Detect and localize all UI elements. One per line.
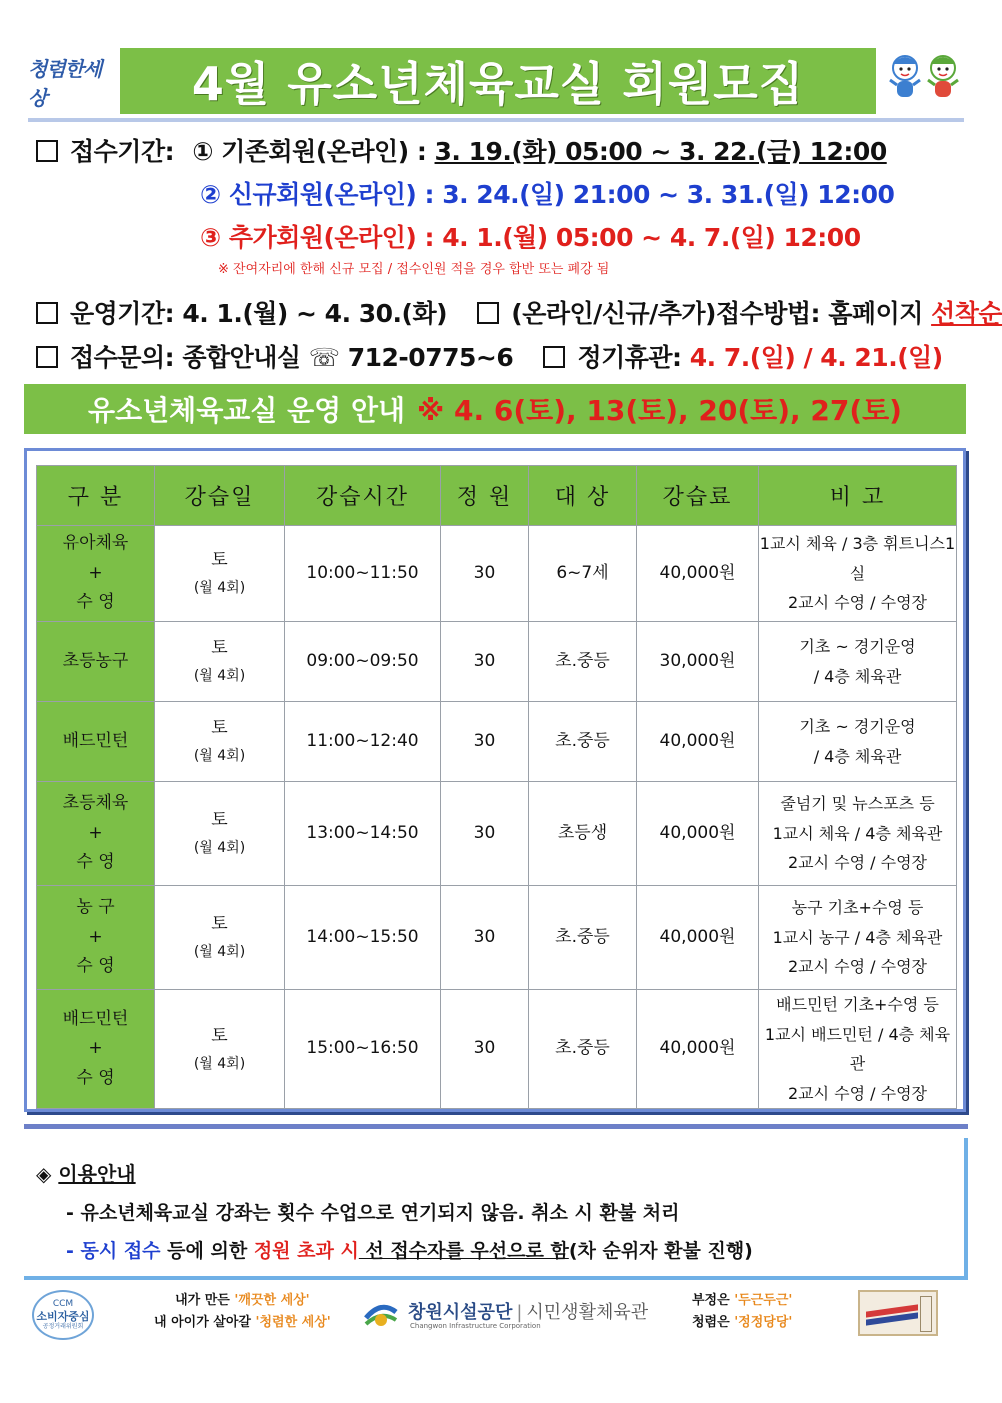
remark-cell: 기초 ~ 경기운영 / 4층 체육관 <box>759 702 957 782</box>
reception-line-2: ② 신규회원(온라인) : 3. 24.(일) 21:00 ~ 3. 31.(일) 12:00 <box>200 180 895 209</box>
reception-line-1: 접수기간: ① 기존회원(온라인) : 3. 19.(화) 05:00 ~ 3. 22.(금) 12:00 <box>36 132 887 168</box>
target-cell: 6~7세 <box>529 526 637 622</box>
checkbox-icon <box>477 302 499 324</box>
mascot-blue-icon <box>888 54 922 104</box>
table-body <box>37 526 957 1109</box>
capacity-cell: 30 <box>441 990 529 1109</box>
fee-cell: 40,000원 <box>637 886 759 990</box>
capacity-cell: 30 <box>441 782 529 886</box>
checkbox-icon <box>36 302 58 324</box>
table-row <box>37 990 957 1109</box>
time-cell: 11:00~12:40 <box>285 702 441 782</box>
day-cell: 토 (월 4회) <box>155 782 285 886</box>
title-bar <box>120 48 876 114</box>
remark-cell: 줄넘기 및 뉴스포츠 등 1교시 체육 / 4층 체육관 2교시 수영 / 수영장 <box>759 782 957 886</box>
remark-cell: 배드민턴 기초+수영 등 1교시 배드민턴 / 4층 체육관 2교시 수영 / 수영장 <box>759 990 957 1109</box>
slogan-left: 내가 만든 '깨끗한 세상' 내 아이가 살아갈 '청렴한 세상' <box>154 1293 331 1331</box>
remark-cell: 농구 기초+수영 등 1교시 농구 / 4층 체육관 2교시 수영 / 수영장 <box>759 886 957 990</box>
reception-line-3: ③ 추가회원(온라인) : 4. 1.(월) 05:00 ~ 4. 7.(일) 12:00 <box>200 223 861 252</box>
usage-notice <box>24 1138 968 1280</box>
time-cell: 10:00~11:50 <box>285 526 441 622</box>
day-cell: 토 (월 4회) <box>155 886 285 990</box>
capacity-cell: 30 <box>441 702 529 782</box>
target-cell: 초.중등 <box>529 622 637 702</box>
target-cell: 초.중등 <box>529 990 637 1109</box>
corporation-mark-icon <box>362 1298 400 1332</box>
table-row <box>37 886 957 990</box>
target-cell: 초등생 <box>529 782 637 886</box>
remark-cell: 기초 ~ 경기운영 / 4층 체육관 <box>759 622 957 702</box>
category-cell: 배드민턴 <box>37 702 155 782</box>
checkbox-icon <box>543 346 565 368</box>
time-cell: 09:00~09:50 <box>285 622 441 702</box>
mascot-green-icon <box>926 54 960 104</box>
notice-line-2: - 동시 접수 등에 의한 정원 초과 시 선 접수자를 우선으로 함(차 순위자 환불 진행) <box>66 1240 753 1262</box>
time-cell: 15:00~16:50 <box>285 990 441 1109</box>
checkbox-icon <box>36 140 58 162</box>
col-header: 비 고 <box>759 466 957 526</box>
mascots <box>884 50 964 112</box>
bottom-divider <box>24 1124 968 1129</box>
table-row <box>37 702 957 782</box>
table-row <box>37 782 957 886</box>
capacity-cell: 30 <box>441 886 529 990</box>
category-cell: 유아체육 + 수 영 <box>37 526 155 622</box>
col-header: 강습일 <box>155 466 285 526</box>
notice-title: ◈ 이용안내 <box>36 1162 136 1186</box>
table-row <box>37 526 957 622</box>
slogan-right: 부정은 '두근두근' 청렴은 '정정당당' <box>692 1293 793 1331</box>
col-header: 대 상 <box>529 466 637 526</box>
day-cell: 토 (월 4회) <box>155 622 285 702</box>
reception-note: ※ 잔여자리에 한해 신규 모집 / 접수인원 적을 경우 합반 또는 폐강 됨 <box>218 262 610 277</box>
notice-line-1: - 유소년체육교실 강좌는 횟수 수업으로 연기되지 않음. 취소 시 환불 처리 <box>66 1202 680 1224</box>
checkbox-icon <box>36 346 58 368</box>
inquiry-line: 접수문의: 종합안내실 ☏ 712-0775~6 정기휴관: 4. 7.(일) / 4. 21.(일) <box>36 338 943 374</box>
col-header: 구 분 <box>37 466 155 526</box>
category-cell: 초등체육 + 수 영 <box>37 782 155 886</box>
col-header: 강습시간 <box>285 466 441 526</box>
time-cell: 14:00~15:50 <box>285 886 441 990</box>
schedule-table-frame <box>24 448 966 1112</box>
target-cell: 초.중등 <box>529 886 637 990</box>
operation-line: 운영기간: 4. 1.(월) ~ 4. 30.(화) (온라인/신규/추가)접수방법: 홈페이지 선착순 <box>36 294 1002 330</box>
fee-cell: 30,000원 <box>637 622 759 702</box>
header-divider <box>28 118 964 122</box>
col-header: 정 원 <box>441 466 529 526</box>
capacity-cell: 30 <box>441 526 529 622</box>
header <box>28 44 964 120</box>
ccm-badge: CCM 소비자중심 공정거래위원회 <box>32 1290 94 1340</box>
remark-cell: 1교시 체육 / 3층 휘트니스1실 2교시 수영 / 수영장 <box>759 526 957 622</box>
category-cell: 농 구 + 수 영 <box>37 886 155 990</box>
operation-band: 유소년체육교실 운영 안내 ※ 4. 6(토), 13(토), 20(토), 27(토) <box>24 384 966 434</box>
day-cell: 토 (월 4회) <box>155 526 285 622</box>
award-emblem-icon <box>858 1290 938 1336</box>
fee-cell: 40,000원 <box>637 526 759 622</box>
time-cell: 13:00~14:50 <box>285 782 441 886</box>
target-cell: 초.중등 <box>529 702 637 782</box>
fee-cell: 40,000원 <box>637 702 759 782</box>
table-row <box>37 622 957 702</box>
day-cell: 토 (월 4회) <box>155 990 285 1109</box>
category-cell: 초등농구 <box>37 622 155 702</box>
page-title: 4월 유소년체육교실 회원모집 <box>191 57 805 111</box>
corporation-logo: 창원시설공단 | 시민생활체육관 Changwon Infrastructure Corporation <box>362 1294 662 1338</box>
col-header: 강습료 <box>637 466 759 526</box>
capacity-cell: 30 <box>441 622 529 702</box>
integrity-logo: 청렴한세상 <box>28 57 102 110</box>
schedule-table <box>36 465 957 1109</box>
day-cell: 토 (월 4회) <box>155 702 285 782</box>
fee-cell: 40,000원 <box>637 990 759 1109</box>
footer <box>24 1288 968 1348</box>
category-cell: 배드민턴 + 수 영 <box>37 990 155 1109</box>
table-header-row <box>37 466 957 526</box>
fee-cell: 40,000원 <box>637 782 759 886</box>
